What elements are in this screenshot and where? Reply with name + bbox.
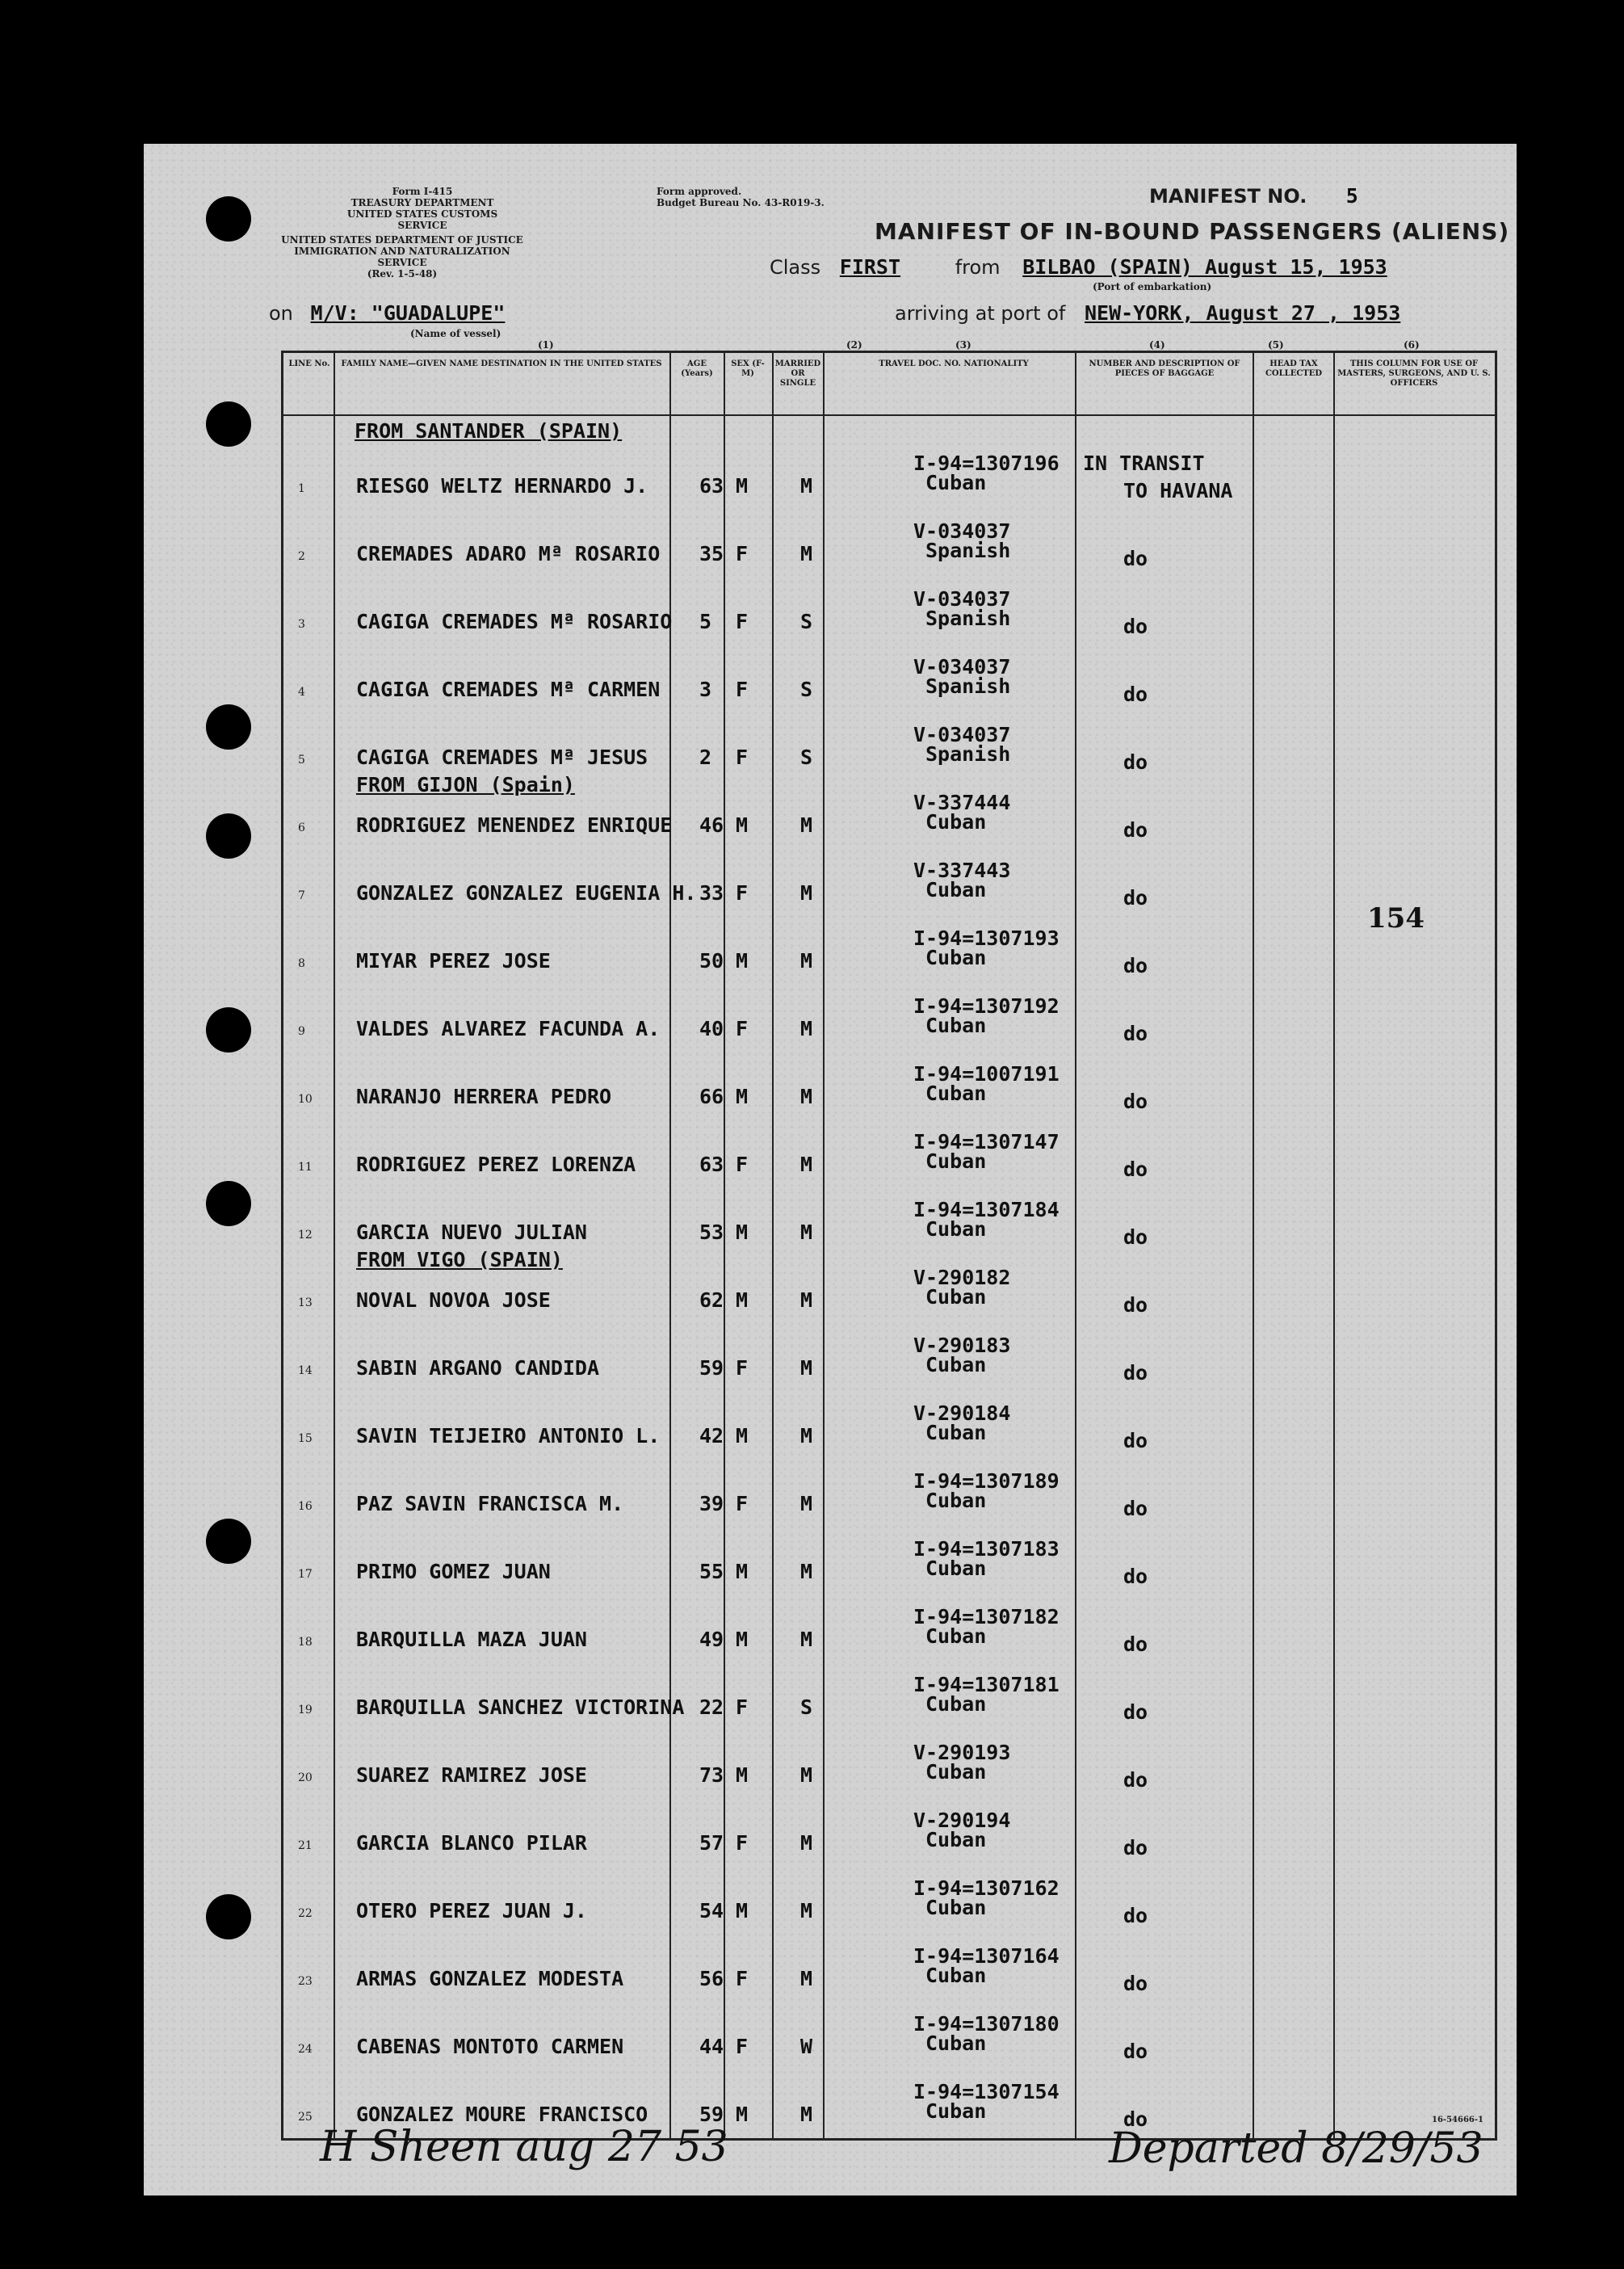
table-row — [283, 847, 1495, 915]
table-row — [283, 779, 1495, 847]
vessel-name: M/V: "GUADALUPE" — [310, 301, 506, 325]
marital-status: M — [800, 881, 813, 905]
punch-hole — [206, 1519, 251, 1564]
line-number: 24 — [298, 2043, 313, 2056]
table-row — [283, 1729, 1495, 1797]
passenger-age: 44 — [699, 2035, 724, 2058]
nationality: Cuban — [925, 1217, 987, 1241]
line-number: 15 — [298, 1432, 313, 1445]
nationality: Cuban — [925, 1149, 987, 1173]
passenger-name: CREMADES ADARO Mª ROSARIO — [356, 542, 661, 565]
passenger-age: 54 — [699, 1899, 724, 1922]
baggage-desc: do — [1123, 1565, 1148, 1588]
vessel-caption: (Name of vessel) — [410, 328, 501, 339]
passenger-name: VALDES ALVAREZ FACUNDA A. — [356, 1017, 661, 1040]
manifest-label: MANIFEST NO. — [1149, 185, 1307, 208]
table-row — [283, 1662, 1495, 1729]
marital-status: M — [800, 1492, 813, 1515]
travel-doc: I-94=1307180 — [913, 2012, 1060, 2036]
approved-text: Form approved. — [657, 186, 742, 197]
passenger-age: 63 — [699, 1153, 724, 1176]
table-row — [283, 1797, 1495, 1865]
marital-status: M — [800, 1221, 813, 1244]
line-number: 14 — [298, 1364, 313, 1377]
manifest-title: MANIFEST OF IN-BOUND PASSENGERS (ALIENS) — [875, 218, 1510, 245]
section-origin: FROM VIGO (SPAIN) — [356, 1248, 563, 1271]
travel-doc: I-94=1307182 — [913, 1605, 1060, 1628]
line-number: 22 — [298, 1907, 313, 1920]
nationality: Spanish — [925, 607, 1011, 630]
table-row — [283, 1254, 1495, 1322]
passenger-sex: F — [736, 1967, 749, 1990]
col-num-6: (6) — [1404, 339, 1420, 351]
travel-doc: I-94=1307181 — [913, 1673, 1060, 1696]
baggage-desc: do — [1123, 1497, 1148, 1520]
nationality: Cuban — [925, 878, 987, 901]
nationality: Cuban — [925, 2099, 987, 2123]
handwritten-count: 154 — [1367, 902, 1425, 935]
baggage-desc: do — [1123, 1768, 1148, 1792]
marital-status: S — [800, 1695, 813, 1719]
nationality: Cuban — [925, 1760, 987, 1784]
line-number: 2 — [298, 550, 305, 563]
col-baggage: NUMBER AND DESCRIPTION OF PIECES OF BAGGAGE — [1089, 359, 1240, 378]
marital-status: M — [800, 813, 813, 837]
marital-status: S — [800, 746, 813, 769]
nationality: Cuban — [925, 471, 987, 494]
punch-hole — [206, 1181, 251, 1226]
col-married: MARRIED OR SINGLE — [774, 359, 821, 388]
baggage-desc: do — [1123, 1904, 1148, 1927]
baggage-desc: do — [1123, 547, 1148, 570]
passenger-name: CAGIGA CREMADES Mª JESUS — [356, 746, 648, 769]
passenger-name: RODRIGUEZ PEREZ LORENZA — [356, 1153, 636, 1176]
justice-dept: UNITED STATES DEPARTMENT OF JUSTICE — [281, 234, 523, 246]
passenger-name: GARCIA NUEVO JULIAN — [356, 1221, 587, 1244]
marital-status: W — [800, 2035, 813, 2058]
travel-doc: I-94=1307184 — [913, 1198, 1060, 1221]
passenger-sex: F — [736, 1695, 749, 1719]
marital-status: M — [800, 474, 813, 498]
form-approval — [657, 186, 825, 208]
col-num-3: (3) — [955, 339, 971, 351]
travel-doc: I-94=1307189 — [913, 1469, 1060, 1493]
passenger-sex: M — [736, 2103, 749, 2126]
nationality: Cuban — [925, 1828, 987, 1851]
table-row — [283, 1322, 1495, 1390]
col-name: FAMILY NAME—GIVEN NAME DESTINATION IN THE UNITED STATES — [341, 359, 662, 368]
nationality: Cuban — [925, 1421, 987, 1444]
col-officers: THIS COLUMN FOR USE OF MASTERS, SURGEONS, AND U. S. OFFICERS — [1337, 359, 1491, 388]
travel-doc: V-337444 — [913, 791, 1011, 814]
line-number: 8 — [298, 957, 305, 970]
baggage-desc: do — [1123, 2040, 1148, 2063]
passenger-sex: M — [736, 1763, 749, 1787]
punch-hole — [206, 813, 251, 859]
treasury-dept: TREASURY DEPARTMENT — [350, 197, 494, 208]
col-num-4: (4) — [1149, 339, 1165, 351]
nationality: Spanish — [925, 742, 1011, 766]
table-row — [283, 576, 1495, 644]
marital-status: M — [800, 1899, 813, 1922]
passenger-sex: F — [736, 1492, 749, 1515]
manifest-number: 5 — [1345, 184, 1358, 208]
baggage-desc: do — [1123, 1972, 1148, 1995]
section-origin: FROM GIJON (Spain) — [356, 773, 575, 796]
manifest-number-field — [1149, 184, 1358, 208]
line-number: 3 — [298, 618, 305, 631]
passenger-sex: F — [736, 881, 749, 905]
marital-status: M — [800, 949, 813, 973]
passenger-age: 66 — [699, 1085, 724, 1108]
line-number: 23 — [298, 1975, 313, 1988]
table-row — [283, 983, 1495, 1051]
revision: (Rev. 1-5-48) — [367, 268, 438, 279]
marital-status: M — [800, 1356, 813, 1380]
line-number: 13 — [298, 1296, 313, 1309]
travel-doc: I-94=1307154 — [913, 2080, 1060, 2103]
passenger-name: BARQUILLA MAZA JUAN — [356, 1628, 587, 1651]
travel-doc: V-290184 — [913, 1401, 1011, 1425]
col-num-5: (5) — [1268, 339, 1284, 351]
passenger-name: CAGIGA CREMADES Mª CARMEN — [356, 678, 661, 701]
passenger-sex: F — [736, 1153, 749, 1176]
travel-doc: I-94=1307147 — [913, 1130, 1060, 1153]
baggage-desc: do — [1123, 954, 1148, 977]
table-row — [283, 1933, 1495, 2001]
nationality: Cuban — [925, 1896, 987, 1919]
passenger-sex: M — [736, 1628, 749, 1651]
baggage-desc: do — [1123, 1632, 1148, 1656]
passenger-name: RODRIGUEZ MENENDEZ ENRIQUE — [356, 813, 673, 837]
marital-status: M — [800, 1560, 813, 1583]
col-age: AGE (Years) — [681, 359, 713, 378]
col-sex: SEX (F-M) — [731, 359, 765, 378]
line-number: 25 — [298, 2111, 313, 2124]
marital-status: M — [800, 1628, 813, 1651]
table-row — [283, 644, 1495, 712]
passenger-age: 3 — [699, 678, 712, 701]
table-row — [283, 712, 1495, 796]
table-row — [283, 1526, 1495, 1594]
nationality: Cuban — [925, 810, 987, 834]
line-number: 10 — [298, 1093, 313, 1106]
passenger-name: PAZ SAVIN FRANCISCA M. — [356, 1492, 624, 1515]
passenger-age: 39 — [699, 1492, 724, 1515]
passenger-sex: M — [736, 1560, 749, 1583]
passenger-age: 59 — [699, 2103, 724, 2126]
passenger-sex: F — [736, 1356, 749, 1380]
nationality: Cuban — [925, 1557, 987, 1580]
class-label: Class — [770, 256, 821, 279]
arriving-label: arriving at port of — [895, 302, 1066, 325]
passenger-name: RIESGO WELTZ HERNARDO J. — [356, 474, 648, 498]
line-number: 17 — [298, 1568, 313, 1581]
passenger-name: SAVIN TEIJEIRO ANTONIO L. — [356, 1424, 661, 1448]
baggage-desc: TO HAVANA — [1123, 479, 1233, 502]
baggage-desc: do — [1123, 886, 1148, 910]
passenger-name: ARMAS GONZALEZ MODESTA — [356, 1967, 624, 1990]
ins-service: IMMIGRATION AND NATURALIZATION SERVICE — [294, 246, 510, 268]
passenger-age: 42 — [699, 1424, 724, 1448]
passenger-age: 33 — [699, 881, 724, 905]
passenger-name: NARANJO HERRERA PEDRO — [356, 1085, 612, 1108]
marital-status: S — [800, 678, 813, 701]
nationality: Cuban — [925, 2032, 987, 2055]
col-head-tax: HEAD TAX COLLECTED — [1265, 359, 1323, 378]
passenger-name: GONZALEZ MOURE FRANCISCO — [356, 2103, 648, 2126]
marital-status: M — [800, 1288, 813, 1312]
baggage-desc: do — [1123, 1361, 1148, 1385]
passenger-age: 56 — [699, 1967, 724, 1990]
line-number: 20 — [298, 1771, 313, 1784]
travel-doc: V-290183 — [913, 1334, 1011, 1357]
marital-status: S — [800, 610, 813, 633]
baggage-desc: do — [1123, 750, 1148, 774]
marital-status: M — [800, 1153, 813, 1176]
table-row — [283, 1187, 1495, 1271]
passenger-sex: M — [736, 949, 749, 973]
passenger-sex: F — [736, 1831, 749, 1855]
passenger-name: SABIN ARGANO CANDIDA — [356, 1356, 600, 1380]
arrival-value: NEW-YORK, August 27 , 1953 — [1084, 301, 1401, 325]
nationality: Spanish — [925, 539, 1011, 562]
nationality: Cuban — [925, 1082, 987, 1105]
budget-bureau: Budget Bureau No. 43-R019-3. — [657, 197, 825, 208]
travel-doc: V-337443 — [913, 859, 1011, 882]
baggage-desc: do — [1123, 1836, 1148, 1859]
baggage-desc: do — [1123, 2107, 1148, 2131]
line-number: 16 — [298, 1500, 313, 1513]
line-number: 5 — [298, 754, 305, 767]
footer-code: 16-54666-1 — [1432, 2116, 1483, 2124]
travel-doc: I-94=1307183 — [913, 1537, 1060, 1561]
table-row — [283, 1458, 1495, 1526]
passenger-age: 62 — [699, 1288, 724, 1312]
class-field — [770, 255, 1387, 279]
section-origin: FROM SANTANDER (SPAIN) — [355, 419, 623, 443]
col-travel-doc: TRAVEL DOC. NO. NATIONALITY — [879, 359, 1029, 368]
punch-hole — [206, 704, 251, 750]
table-row — [283, 1119, 1495, 1187]
from-label: from — [955, 256, 1001, 279]
nationality: Cuban — [925, 1014, 987, 1037]
passenger-sex: F — [736, 746, 749, 769]
marital-status: M — [800, 1017, 813, 1040]
travel-doc: V-290193 — [913, 1741, 1011, 1764]
passenger-sex: M — [736, 474, 749, 498]
travel-doc: V-034037 — [913, 519, 1011, 543]
passenger-sex: F — [736, 610, 749, 633]
table-row — [283, 1390, 1495, 1458]
passenger-name: SUAREZ RAMIREZ JOSE — [356, 1763, 587, 1787]
customs-service: UNITED STATES CUSTOMS SERVICE — [346, 208, 498, 231]
table-row — [283, 1865, 1495, 1933]
passenger-age: 35 — [699, 542, 724, 565]
baggage-desc: do — [1123, 1700, 1148, 1724]
baggage-desc: do — [1123, 1429, 1148, 1452]
line-number: 11 — [298, 1161, 313, 1174]
passenger-sex: M — [736, 813, 749, 837]
line-number: 19 — [298, 1704, 313, 1716]
header-divider — [283, 414, 1495, 416]
col-line-no: LINE No. — [288, 359, 330, 368]
marital-status: M — [800, 1763, 813, 1787]
passenger-sex: M — [736, 1424, 749, 1448]
vessel-field — [269, 301, 505, 325]
table-row — [283, 1594, 1495, 1662]
transit-status: IN TRANSIT — [1083, 452, 1205, 475]
passenger-age: 2 — [699, 746, 712, 769]
passenger-age: 59 — [699, 1356, 724, 1380]
passenger-name: GONZALEZ GONZALEZ EUGENIA H. — [356, 881, 697, 905]
marital-status: M — [800, 1085, 813, 1108]
passenger-sex: M — [736, 1288, 749, 1312]
passenger-age: 50 — [699, 949, 724, 973]
form-number: Form I-415 — [392, 186, 453, 197]
line-number: 12 — [298, 1229, 313, 1242]
baggage-desc: do — [1123, 683, 1148, 706]
travel-doc: V-290182 — [913, 1266, 1011, 1289]
nationality: Cuban — [925, 1624, 987, 1648]
passenger-name: CAGIGA CREMADES Mª ROSARIO — [356, 610, 673, 633]
passenger-sex: M — [736, 1899, 749, 1922]
punch-hole — [206, 401, 251, 447]
passenger-name: MIYAR PEREZ JOSE — [356, 949, 551, 973]
table-row — [283, 1051, 1495, 1119]
marital-status: M — [800, 1831, 813, 1855]
baggage-desc: do — [1123, 1022, 1148, 1045]
nationality: Cuban — [925, 1692, 987, 1716]
officer-signature: H Sheen aug 27 53 — [320, 2123, 728, 2171]
passenger-name: BARQUILLA SANCHEZ VICTORINA — [356, 1695, 685, 1719]
manifest-page — [144, 144, 1517, 2195]
marital-status: M — [800, 1967, 813, 1990]
baggage-desc: do — [1123, 615, 1148, 638]
travel-doc: I-94=1307162 — [913, 1876, 1060, 1900]
baggage-desc: do — [1123, 1225, 1148, 1249]
travel-doc: I-94=1307193 — [913, 927, 1060, 950]
punch-hole — [206, 1894, 251, 1939]
passenger-sex: M — [736, 1085, 749, 1108]
travel-doc: V-290194 — [913, 1809, 1011, 1832]
table-row — [283, 440, 1495, 508]
form-header-left — [329, 186, 515, 231]
line-number: 21 — [298, 1839, 313, 1852]
passenger-age: 5 — [699, 610, 712, 633]
passenger-name: OTERO PEREZ JUAN J. — [356, 1899, 587, 1922]
travel-doc: I-94=1007191 — [913, 1062, 1060, 1086]
passenger-name: NOVAL NOVOA JOSE — [356, 1288, 551, 1312]
passenger-sex: F — [736, 1017, 749, 1040]
col-num-1: (1) — [538, 339, 554, 351]
line-number: 18 — [298, 1636, 313, 1649]
departed-note: Departed 8/29/53 — [1109, 2124, 1483, 2173]
baggage-desc: do — [1123, 1158, 1148, 1181]
travel-doc: I-94=1307164 — [913, 1944, 1060, 1968]
line-number: 9 — [298, 1025, 305, 1038]
marital-status: M — [800, 1424, 813, 1448]
baggage-desc: do — [1123, 1090, 1148, 1113]
line-number: 7 — [298, 889, 305, 902]
travel-doc: I-94=1307192 — [913, 994, 1060, 1018]
col-num-2: (2) — [846, 339, 862, 351]
travel-doc: I-94=1307196 — [913, 452, 1060, 475]
passenger-name: PRIMO GOMEZ JUAN — [356, 1560, 551, 1583]
passenger-age: 73 — [699, 1763, 724, 1787]
class-value: FIRST — [839, 255, 901, 279]
nationality: Cuban — [925, 1489, 987, 1512]
passenger-sex: F — [736, 542, 749, 565]
table-row — [283, 915, 1495, 983]
from-value: BILBAO (SPAIN) August 15, 1953 — [1022, 255, 1387, 279]
justice-header — [281, 234, 523, 279]
punch-hole — [206, 1007, 251, 1053]
passenger-name: CABENAS MONTOTO CARMEN — [356, 2035, 624, 2058]
line-number: 4 — [298, 686, 305, 699]
passenger-age: 22 — [699, 1695, 724, 1719]
nationality: Cuban — [925, 1964, 987, 1987]
table-row — [283, 2001, 1495, 2069]
passenger-age: 63 — [699, 474, 724, 498]
embark-caption: (Port of embarkation) — [1093, 281, 1212, 292]
marital-status: M — [800, 2103, 813, 2126]
passenger-age: 49 — [699, 1628, 724, 1651]
nationality: Cuban — [925, 1353, 987, 1376]
travel-doc: V-034037 — [913, 723, 1011, 746]
marital-status: M — [800, 542, 813, 565]
passenger-sex: F — [736, 2035, 749, 2058]
passenger-age: 46 — [699, 813, 724, 837]
baggage-desc: do — [1123, 1293, 1148, 1317]
passenger-age: 55 — [699, 1560, 724, 1583]
on-label: on — [269, 302, 293, 325]
passenger-sex: F — [736, 678, 749, 701]
arrival-field — [895, 301, 1400, 325]
travel-doc: V-034037 — [913, 655, 1011, 679]
table-row — [283, 508, 1495, 576]
nationality: Spanish — [925, 674, 1011, 698]
passenger-name: GARCIA BLANCO PILAR — [356, 1831, 587, 1855]
line-number: 6 — [298, 821, 305, 834]
nationality: Cuban — [925, 946, 987, 969]
passenger-age: 57 — [699, 1831, 724, 1855]
nationality: Cuban — [925, 1285, 987, 1309]
baggage-desc: do — [1123, 818, 1148, 842]
passenger-age: 53 — [699, 1221, 724, 1244]
passenger-table — [281, 351, 1497, 2141]
punch-hole — [206, 196, 251, 242]
passenger-age: 40 — [699, 1017, 724, 1040]
passenger-sex: M — [736, 1221, 749, 1244]
travel-doc: V-034037 — [913, 587, 1011, 611]
line-number: 1 — [298, 482, 305, 495]
